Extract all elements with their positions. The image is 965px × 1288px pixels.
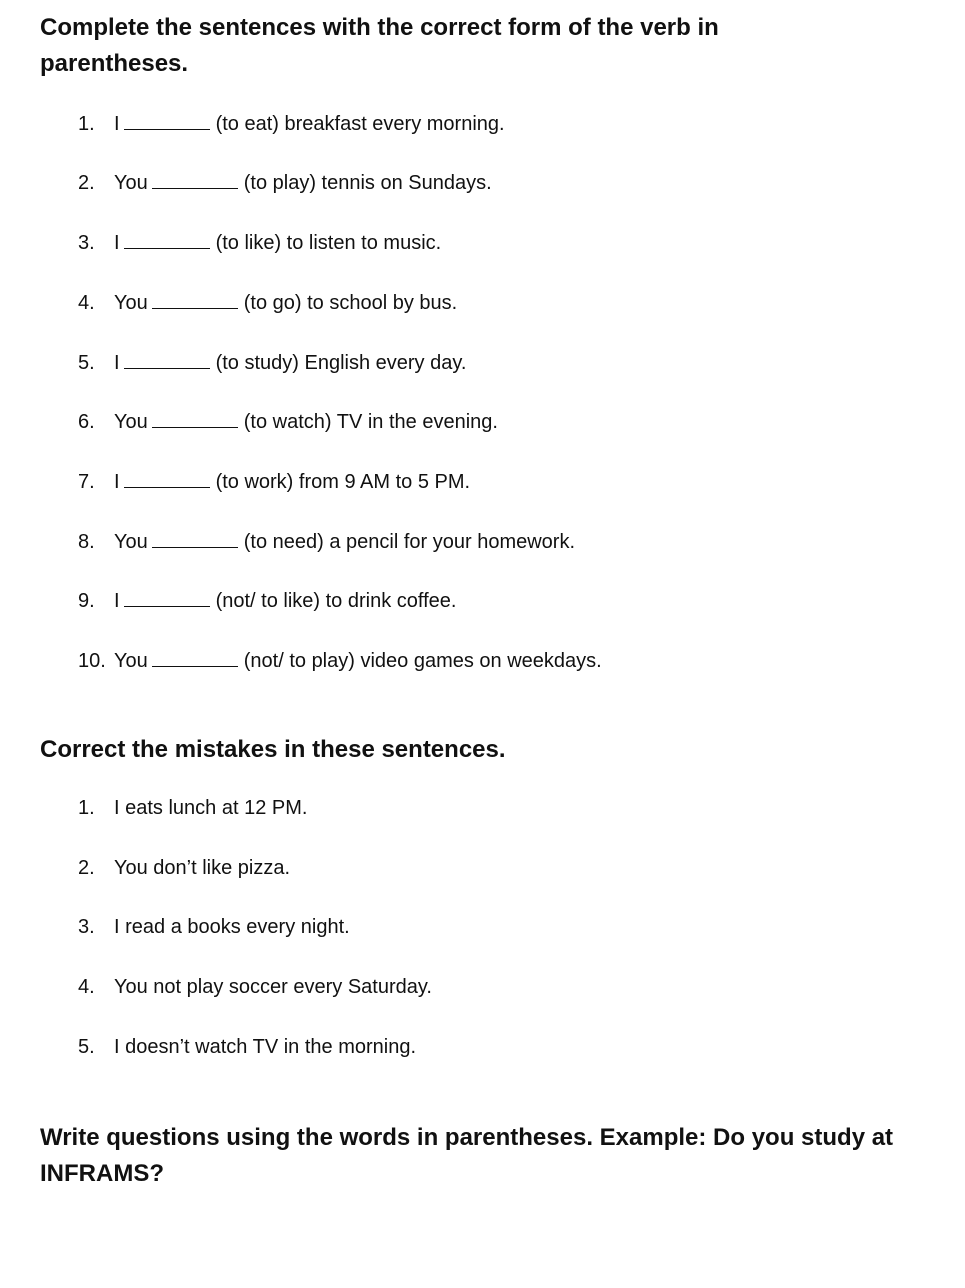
exercise-item [78,588,456,613]
exercise-item [78,648,602,673]
item-subject: You [114,650,148,672]
item-number: 6. [78,411,95,433]
mistake-item [78,915,350,939]
item-number: 1. [78,797,95,819]
item-number: 10. [78,650,106,672]
item-subject: You [114,172,148,194]
item-number: 5. [78,352,95,374]
item-text: I read a books every night. [114,916,350,938]
item-subject: I [114,471,120,493]
answer-blank[interactable] [124,111,210,130]
exercise-item [78,409,498,434]
item-subject: I [114,352,120,374]
item-text: (to need) a pencil for your homework. [243,531,576,553]
item-text: (to study) English every day. [215,352,467,374]
item-number: 7. [78,471,95,493]
item-subject: You [114,292,148,314]
item-subject: I [114,590,120,612]
section1-heading: Complete the sentences with the correct form of the verb in parentheses. [40,14,719,77]
item-number: 8. [78,531,95,553]
item-number: 3. [78,232,95,254]
item-subject: I [114,113,120,135]
item-text: (to eat) breakfast every morning. [215,113,505,135]
item-number: 4. [78,976,95,998]
answer-blank[interactable] [152,290,238,309]
exercise-item [78,111,505,136]
item-subject: You [114,531,148,553]
item-text: (to work) from 9 AM to 5 PM. [215,471,471,493]
item-text: You not play soccer every Saturday. [114,976,432,998]
item-number: 9. [78,590,95,612]
section3-heading: Write questions using the words in parentheses. Example: Do you study at INFRAMS? [40,1124,894,1187]
answer-blank[interactable] [124,469,210,488]
item-number: 5. [78,1036,95,1058]
answer-blank[interactable] [152,170,238,189]
answer-blank[interactable] [152,529,238,548]
item-text: (to play) tennis on Sundays. [243,172,492,194]
item-text: (to watch) TV in the evening. [243,411,498,433]
answer-blank[interactable] [152,409,238,428]
exercise-item [78,469,470,494]
mistake-item [78,856,290,880]
item-subject: You [114,411,148,433]
mistake-item [78,796,307,820]
item-text: I eats lunch at 12 PM. [114,797,308,819]
item-number: 4. [78,292,95,314]
answer-blank[interactable] [124,350,210,369]
item-number: 1. [78,113,95,135]
exercise-item [78,170,492,195]
exercise-item [78,529,575,554]
item-subject: I [114,232,120,254]
item-number: 2. [78,857,95,879]
item-text: (to like) to listen to music. [215,232,442,254]
item-text: I doesn’t watch TV in the morning. [114,1036,417,1058]
section2-heading: Correct the mistakes in these sentences. [40,736,506,763]
exercise-item [78,350,466,375]
exercise-item [78,290,457,315]
exercise-item [78,230,441,255]
answer-blank[interactable] [152,648,238,667]
item-number: 3. [78,916,95,938]
item-text: (to go) to school by bus. [243,292,458,314]
item-number: 2. [78,172,95,194]
answer-blank[interactable] [124,230,210,249]
item-text: (not/ to like) to drink coffee. [215,590,457,612]
mistake-item [78,975,432,999]
item-text: You don’t like pizza. [114,857,291,879]
answer-blank[interactable] [124,588,210,607]
mistake-item [78,1035,416,1059]
item-text: (not/ to play) video games on weekdays. [243,650,602,672]
